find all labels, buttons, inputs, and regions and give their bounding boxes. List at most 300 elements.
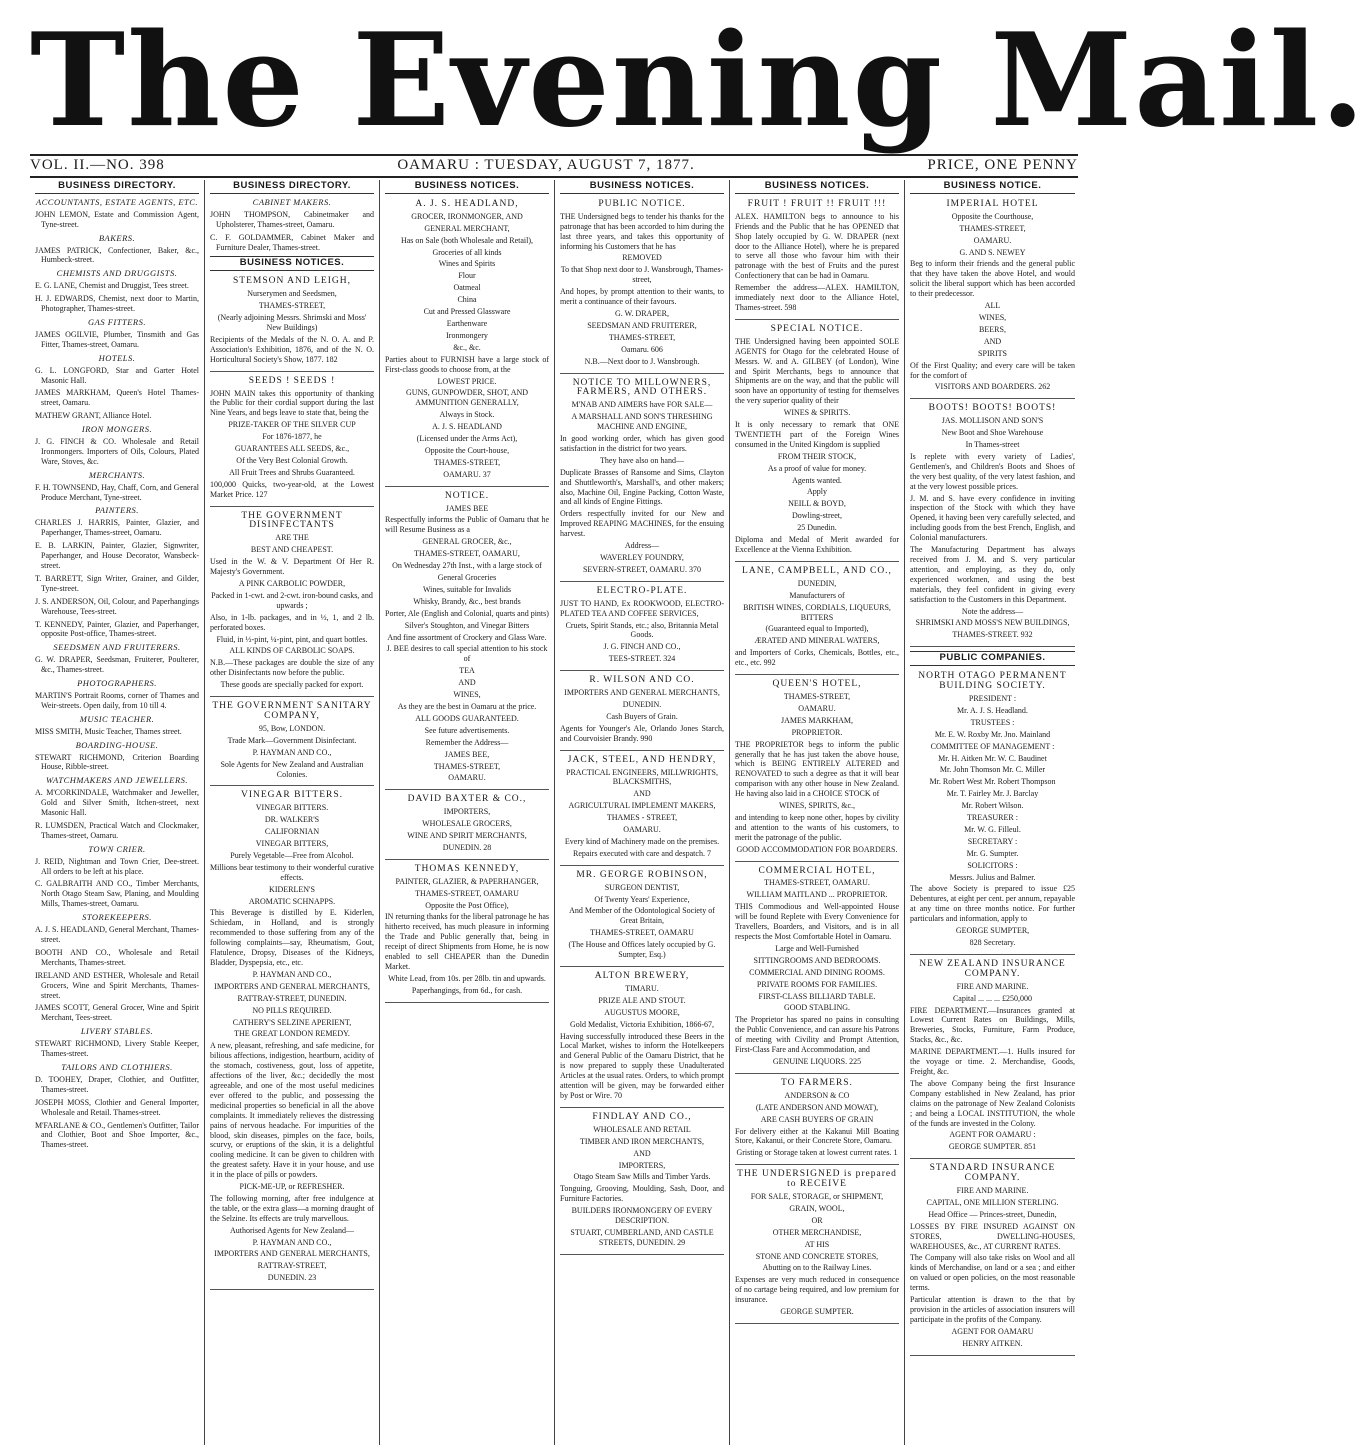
advertisement-line: and intending to keep none other, hopes by civility and attention to the wants of his customers, to merit the patronage of the public.: [735, 812, 899, 842]
advertisement-line: THAMES-STREET,: [959, 223, 1026, 233]
advertisement-line: STUART, CUMBERLAND, AND CASTLE STREETS, DUNEDIN. 29: [570, 1227, 714, 1247]
advertisement-line: FOR SALE, STORAGE, or SHIPMENT,: [750, 1192, 884, 1202]
advertisement-line: JAS. MOLLISON AND SON'S: [941, 416, 1044, 426]
advertisement-line: ARE CASH BUYERS OF GRAIN: [760, 1114, 874, 1124]
advertisement: [735, 197, 899, 320]
advertisement-line: GOOD ACCOMMODATION FOR BOARDERS.: [736, 844, 898, 854]
advertisement-title: FINDLAY AND CO.,: [592, 1111, 692, 1122]
advertisement-line: DUNEDIN. 28: [442, 842, 492, 852]
advertisement-title: STANDARD INSURANCE COMPANY.: [929, 1163, 1056, 1184]
advertisement-line: Agents wanted.: [792, 475, 842, 485]
advertisement-line: BEERS,: [979, 324, 1006, 334]
advertisement-line: Nurserymen and Seedsmen,: [247, 289, 337, 299]
advertisement-line: REMOVED: [622, 253, 662, 263]
directory-section-heading: WATCHMAKERS AND JEWELLERS.: [45, 775, 189, 786]
directory-entry: JOSEPH MOSS, Clothier and General Importer, Wholesale and Retail. Thames-street.: [35, 1097, 199, 1117]
advertisement: [735, 564, 899, 675]
advertisement-line: Capital ... ... ... £250,000: [952, 993, 1033, 1003]
advertisement-line: AGENT FOR OAMARU: [951, 1326, 1034, 1336]
advertisement-title: NORTH OTAGO PERMANENT BUILDING SOCIETY.: [918, 671, 1067, 692]
advertisement: [210, 509, 374, 698]
advertisement-line: WHOLESALE AND RETAIL: [593, 1124, 691, 1134]
advertisement-line: AROMATIC SCHNAPPS.: [248, 896, 336, 906]
advertisement-line: GEORGE SUMPTER.: [780, 1307, 854, 1317]
advertisement: [560, 584, 724, 671]
advertisement-line: Is replete with every variety of Ladies', Gentlemen's, and Children's Boots and Shoes of the very best quality, of the very latest fashion, and at the very lowest possible prices.: [910, 451, 1075, 491]
advertisement-line: It is only necessary to remark that ONE TWENTIETH part of the Foreign Wines consumed in the United Kingdom is supplied: [735, 420, 899, 449]
advertisement-line: Cruets, Spirit Stands, etc.; also, Britannia Metal Goods.: [565, 620, 719, 640]
advertisement-line: Parties about to FURNISH have a large stock of First-class goods to choose from, at the: [385, 354, 549, 374]
directory-entry: JAMES SCOTT, General Grocer, Wine and Spirit Merchant, Tees-street.: [35, 1003, 199, 1023]
advertisement-line: CATHERY'S SELZINE APERIENT,: [232, 1017, 352, 1027]
advertisement-title: THE GOVERNMENT SANITARY COMPANY,: [212, 701, 372, 721]
columns: [30, 180, 1080, 1445]
directory-section-heading: IRON MONGERS.: [81, 424, 153, 435]
advertisement-line: FIRE AND MARINE.: [956, 1186, 1029, 1196]
advertisement-line: THAMES-STREET. 932: [952, 630, 1033, 640]
advertisement: [560, 1110, 724, 1255]
advertisement-line: Opposite the Post Office),: [425, 900, 509, 910]
advertisement-line: GROCER, IRONMONGER, AND: [411, 211, 523, 221]
advertisement-line: JUST TO HAND, Ex ROOKWOOD, ELECTRO-PLATED TEA AND COFFEE SERVICES,: [560, 598, 724, 618]
advertisement-line: Of Twenty Years' Experience,: [594, 894, 690, 904]
price: PRICE, ONE PENNY: [927, 156, 1078, 173]
advertisement-line: Opposite the Court-house,: [424, 445, 510, 455]
advertisement: [560, 673, 724, 750]
directory-entry: H. J. EDWARDS, Chemist, next door to Martin, Photographer, Thames-street.: [35, 294, 199, 314]
advertisement-line: COMMITTEE OF MANAGEMENT :: [930, 741, 1055, 751]
advertisement-line: Every kind of Machinery made on the premises.: [564, 836, 720, 846]
directory-entry: J. G. FINCH & CO. Wholesale and Retail Ironmongers. Importers of Oils, Colours, Plated Ware, Stoves, &c.: [35, 437, 199, 466]
advertisement-line: Agents for Younger's Ale, Orlando Jones Starch, and Courvoisier Brandy. 990: [560, 723, 724, 743]
advertisement-line: Groceries of all kinds: [432, 247, 502, 257]
advertisement-title: ALTON BREWERY,: [594, 971, 690, 981]
masthead-title: The Evening Mail.: [30, 6, 1367, 156]
advertisement-title: NOTICE TO MILLOWNERS, FARMERS, AND OTHERS.: [572, 377, 712, 398]
advertisement-line: (LATE ANDERSON AND MOWAT),: [755, 1102, 879, 1112]
advertisement-title: IMPERIAL HOTEL: [946, 198, 1039, 209]
advertisement-line: MARINE DEPARTMENT.—1. Hulls insured for the voyage or time. 2. Merchandise, Goods, Freight, &c.: [910, 1047, 1075, 1076]
directory-entry: MARTIN'S Portrait Rooms, corner of Thames and Weir-streets. Open daily, from 10 till 4.: [35, 690, 199, 710]
advertisement-line: IMPORTERS AND GENERAL MERCHANTS,: [564, 688, 720, 698]
advertisement-title: VINEGAR BITTERS.: [240, 790, 344, 801]
advertisement: [560, 868, 724, 967]
column-heading: BUSINESS NOTICES.: [560, 180, 724, 194]
advertisement-line: N.B.—Next door to J. Wansbrough.: [584, 356, 700, 366]
advertisement-line: Messrs. Julius and Balmer.: [949, 872, 1036, 882]
advertisement-line: (The House and Offices lately occupied by G. Sumpter, Esq.): [568, 940, 716, 960]
advertisement: [560, 969, 724, 1108]
advertisement-line: Trade Mark—Government Disinfectant.: [227, 735, 357, 745]
advertisement-line: PRIVATE ROOMS FOR FAMILIES.: [756, 979, 878, 989]
advertisement-line: (Guaranteed equal to Imported),: [765, 624, 869, 634]
advertisement-line: AND: [458, 678, 476, 688]
advertisement-line: SHRIMSKI AND MOSS'S NEW BUILDINGS,: [915, 618, 1070, 628]
directory-entry: BOOTH AND CO., Wholesale and Retail Merchants, Thames-street.: [35, 947, 199, 967]
advertisement-line: Porter, Ale (English and Colonial, quarts and pints): [385, 608, 549, 618]
directory-section-heading: STOREKEEPERS.: [82, 912, 152, 923]
advertisement-line: AND: [983, 336, 1002, 346]
advertisement-line: OAMARU.: [448, 773, 486, 783]
advertisement-line: PRACTICAL ENGINEERS, MILLWRIGHTS, BLACKSMITHS,: [566, 767, 718, 787]
advertisement-line: OR: [811, 1215, 823, 1225]
advertisement-line: THE Undersigned begs to tender his thanks for the patronage that has been accorded to him during the last three years, and takes this opportunity of informing his Customers that he has: [560, 211, 724, 251]
directory-section-heading: BAKERS.: [98, 232, 136, 243]
advertisement-title: A. J. S. HEADLAND,: [415, 198, 519, 209]
advertisement-line: FIRST-CLASS BILLIARD TABLE.: [758, 991, 876, 1001]
advertisement-line: SITTINGROOMS AND BEDROOMS.: [753, 955, 881, 965]
directory-entry: MATHEW GRANT, Alliance Hotel.: [35, 411, 152, 421]
advertisement-title: SPECIAL NOTICE.: [770, 323, 864, 334]
directory-entry: G. W. DRAPER, Seedsman, Fruiterer, Poulterer, &c., Thames-street.: [35, 655, 199, 675]
directory-entry: JOHN THOMPSON, Cabinetmaker and Upholsterer, Thames-street, Oamaru.: [210, 209, 374, 229]
advertisement-line: SEVERN-STREET, OAMARU. 370: [582, 564, 702, 574]
advertisement-line: Millions bear testimony to their wonderful curative effects.: [210, 862, 374, 882]
advertisement-line: PAINTER, GLAZIER, & PAPERHANGER,: [395, 876, 539, 886]
directory-section-heading: PAINTERS.: [95, 505, 139, 516]
advertisement-line: GUARANTEES ALL SEEDS, &c.,: [234, 444, 350, 454]
advertisement: [910, 957, 1075, 1159]
directory-entry: CHARLES J. HARRIS, Painter, Glazier, and Paperhanger, Thames-street, Oamaru.: [35, 518, 199, 538]
advertisement-title: DAVID BAXTER & CO.,: [407, 794, 527, 805]
advertisement-line: IMPORTERS AND GENERAL MERCHANTS,: [214, 981, 370, 991]
column-heading: BUSINESS NOTICE.: [910, 180, 1075, 194]
directory-entry: JAMES MARKHAM, Queen's Hotel Thames-street, Oamaru.: [35, 388, 199, 408]
advertisement-line: ALL KINDS OF CARBOLIC SOAPS.: [229, 646, 355, 656]
advertisement: [385, 862, 549, 1003]
advertisement-line: VINEGAR BITTERS,: [255, 839, 329, 849]
advertisement-line: Authorised Agents for New Zealand—: [230, 1225, 354, 1235]
advertisement-line: GENERAL MERCHANT,: [424, 223, 510, 233]
advertisement-line: Mr. T. Fairley Mr. J. Barclay: [946, 789, 1039, 799]
bottom-rule: [30, 176, 1078, 178]
advertisement: [210, 374, 374, 507]
advertisement-title: LANE, CAMPBELL, AND CO.,: [742, 565, 892, 576]
advertisement-line: In Thames-street: [965, 440, 1020, 450]
advertisement-line: 100,000 Quicks, two-year-old, at the Lowest Market Price. 127: [210, 479, 374, 499]
advertisement-line: FIRE AND MARINE.: [956, 981, 1029, 991]
column-1: [30, 180, 205, 1445]
advertisement-title: NEW ZEALAND INSURANCE COMPANY.: [919, 958, 1066, 979]
directory-section-heading: SEEDSMEN AND FRUITERERS.: [53, 642, 181, 653]
advertisement-title: MR. GEORGE ROBINSON,: [576, 869, 708, 880]
advertisement-line: GOOD STABLING.: [783, 1003, 851, 1013]
column-heading: BUSINESS NOTICES.: [735, 180, 899, 194]
advertisement-line: JAMES BEE: [445, 503, 489, 513]
advertisement-line: THAMES - STREET,: [606, 813, 678, 823]
advertisement-line: PROPRIETOR.: [791, 727, 843, 737]
directory-entry: A. J. S. HEADLAND, General Merchant, Thames-street.: [35, 925, 199, 944]
advertisement-line: DUNEDIN. 23: [267, 1273, 317, 1283]
advertisement-line: Respectfully informs the Public of Oamaru that he will Resume Business as a: [385, 515, 549, 535]
advertisement-line: AND: [633, 1148, 651, 1158]
directory-entry: M'FARLANE & CO., Gentlemen's Outfitter, Tailor and Clothier, Boot and Shoe Importer, &c., Thames-street.: [35, 1120, 199, 1150]
directory-entry: C. F. GOLDAMMER, Cabinet Maker and Furniture Dealer, Thames-street.: [210, 232, 374, 252]
advertisement-line: 828 Secretary.: [969, 938, 1016, 947]
advertisement: [910, 669, 1075, 955]
advertisement-line: Otago Steam Saw Mills and Timber Yards.: [573, 1172, 711, 1182]
advertisement-line: Mr. G. Sumpter.: [966, 848, 1019, 858]
advertisement-line: Purely Vegetable—Free from Alcohol.: [230, 850, 354, 860]
advertisement-line: The above Society is prepared to issue £25 Debentures, at eight per cent. per annum, repayable at any time on three months notice. For further particulars and information, apply to: [910, 884, 1075, 924]
advertisement-line: IMPORTERS,: [618, 1160, 666, 1170]
advertisement-line: TREASURER :: [967, 813, 1018, 823]
advertisement-title: JACK, STEEL, AND HENDRY,: [567, 754, 717, 765]
advertisement-line: ARE THE: [275, 533, 309, 543]
directory-entry: J. S. ANDERSON, Oil, Colour, and Paperhangings Warehouse, Tees-street.: [35, 596, 199, 616]
advertisement-line: G. AND S. NEWEY: [959, 247, 1026, 257]
advertisement-line: THAMES-STREET, OAMARU: [415, 888, 519, 898]
directory-section-heading: PHOTOGRAPHERS.: [77, 678, 157, 689]
directory-entry: JAMES OGILVIE, Plumber, Tinsmith and Gas Fitter, Thames-street, Oamaru.: [35, 329, 199, 349]
advertisement-title: PUBLIC NOTICE.: [598, 198, 686, 209]
advertisement-line: ANDERSON & CO: [784, 1090, 850, 1100]
advertisement-line: VINEGAR BITTERS.: [255, 803, 329, 813]
advertisement-line: Mr. A. J. S. Headland.: [957, 705, 1028, 715]
advertisement-line: Oamaru. 606: [621, 344, 663, 354]
advertisement-line: See future advertisements.: [424, 725, 510, 735]
advertisement-line: Address—: [624, 541, 660, 551]
advertisement-line: Remember the Address—: [425, 737, 509, 747]
advertisement-line: Having successfully introduced these Beers in the Local Market, wishes to inform the Hotelkeepers and General Public of the Oamaru District, that he is now prepared to supply these Unadulterated Articles at the usual rates. Orders, to which prompt attention will be given, may be forwarded either by Post or Wire. 70: [560, 1031, 724, 1100]
volume-number: VOL. II.—NO. 398: [30, 156, 165, 173]
advertisement-line: Duplicate Brasses of Ransome and Sims, Clayton and Shuttleworth's, Marshall's, and other makers; also, Machine Oil, Engine Packing, Cotton Waste, and all kinds of Engine Fittings.: [560, 467, 724, 507]
directory-entry: D. TOOHEY, Draper, Clothier, and Outfitter, Thames-street.: [35, 1074, 199, 1094]
advertisement-line: China: [457, 295, 477, 305]
column-heading: BUSINESS DIRECTORY.: [210, 180, 374, 194]
advertisement-line: SEEDSMAN AND FRUITERER,: [587, 320, 697, 330]
advertisement-line: WHOLESALE GROCERS,: [422, 819, 512, 829]
advertisement-line: Manufacturers of: [789, 590, 845, 600]
advertisement-line: RATTRAY-STREET,: [257, 1261, 327, 1271]
advertisement-line: THAMES-STREET, OAMARU,: [414, 549, 520, 559]
advertisement-title: COMMERCIAL HOTEL,: [758, 865, 876, 876]
advertisement-line: These goods are specially packed for export.: [220, 680, 364, 690]
advertisement-line: Silver's Stoughton, and Vinegar Bitters: [404, 620, 530, 630]
advertisement-line: New Boot and Shoe Warehouse: [941, 428, 1044, 438]
advertisement-line: PRIZE-TAKER OF THE SILVER CUP: [228, 420, 356, 430]
advertisement-line: J. M. and S. have every confidence in inviting inspection of the Stock with which they have Opened, it having been very carefully selected, and including goods from the best French, English, and Colonial manufacturers.: [910, 493, 1075, 543]
advertisement-line: WINES & SPIRITS.: [783, 408, 851, 418]
advertisement: [385, 792, 549, 860]
issue-date: OAMARU : TUESDAY, AUGUST 7, 1877.: [397, 156, 695, 173]
advertisement: [735, 1076, 899, 1165]
advertisement-line: THAMES-STREET, OAMARU: [590, 928, 694, 938]
advertisement-line: PICK-ME-UP, or REFRESHER.: [239, 1182, 345, 1192]
advertisement-line: AT HIS: [804, 1239, 830, 1249]
advertisement-line: Large and Well-Furnished: [775, 943, 859, 953]
advertisement-line: GENUINE LIQUORS. 225: [772, 1056, 862, 1066]
advertisement-line: As they are the best in Oamaru at the price.: [397, 701, 537, 711]
directory-entry: T. BARRETT, Sign Writer, Grainer, and Gilder, Tyne-street.: [35, 573, 199, 593]
column-5: [730, 180, 905, 1445]
advertisement-line: 95, Bow, LONDON.: [258, 723, 326, 733]
column-3: [380, 180, 555, 1445]
advertisement-line: AUGUSTUS MOORE,: [604, 1007, 680, 1017]
directory-section-heading: CABINET MAKERS.: [252, 196, 332, 207]
advertisement-line: As a proof of value for money.: [767, 463, 867, 473]
advertisement-line: JAMES BEE,: [444, 749, 490, 759]
advertisement-line: A MARSHALL AND SON'S THRESHING MACHINE AND ENGINE,: [571, 412, 713, 432]
directory-entry: JOHN LEMON, Estate and Commission Agent, Tyne-street.: [35, 209, 199, 229]
advertisement-line: FROM THEIR STOCK,: [777, 451, 857, 461]
advertisement-line: Mr. Robert Wilson.: [961, 801, 1024, 811]
advertisement-line: J. BEE desires to call special attention to his stock of: [386, 644, 548, 664]
directory-entry: G. L. LONGFORD, Star and Garter Hotel Masonic Hall.: [35, 365, 199, 385]
advertisement-line: GUNS, GUNPOWDER, SHOT, AND AMMUNITION GENERALLY,: [405, 388, 529, 408]
advertisement-line: Apply: [807, 487, 827, 497]
advertisement-line: IMPORTERS AND GENERAL MERCHANTS,: [214, 1249, 370, 1259]
column-2: [205, 180, 380, 1445]
advertisement-line: Mr. John Thomson Mr. C. Miller: [939, 765, 1046, 775]
advertisement-line: LOWEST PRICE.: [437, 376, 497, 386]
advertisement-line: IMPORTERS,: [443, 807, 491, 817]
advertisement-line: COMMERCIAL AND DINING ROOMS.: [749, 967, 885, 977]
advertisement-line: Used in the W. & V. Department Of Her R. Majesty's Government.: [210, 557, 374, 577]
advertisement-line: And hopes, by prompt attention to their wants, to merit a continuance of their favours.: [560, 287, 724, 307]
advertisement-line: SECRETARY :: [967, 836, 1018, 846]
advertisement-line: PRESIDENT :: [968, 693, 1017, 703]
advertisement-line: Mr. E. W. Roxby Mr. Jno. Mainland: [934, 729, 1051, 739]
directory-section-heading: TOWN CRIER.: [88, 843, 146, 854]
advertisement-line: And Member of the Odontological Society of Great Britain,: [569, 906, 715, 926]
advertisement: [735, 864, 899, 1074]
advertisement-line: AND: [633, 789, 651, 799]
advertisement-line: WAVERLEY FOUNDRY,: [600, 553, 684, 562]
directory-entry: C. GALBRAITH AND CO., Timber Merchants, North Otago Steam Saw, Planing, and Moulding Mills, Thames-street, Oamaru.: [35, 879, 199, 909]
advertisement-line: P. HAYMAN AND CO.,: [252, 969, 332, 979]
advertisement: [560, 753, 724, 866]
advertisement-line: OAMARU.: [973, 235, 1012, 245]
advertisement-line: THE PROPRIETOR begs to inform the public generally that he has just taken the above house, which is BEING ENTIRELY ALTERED and RENOVATED to such a degree as that it will bear comparison with any other house in New Zealand. He having also laid in a CHOICE STOCK of: [735, 739, 899, 799]
advertisement-line: ÆRATED AND MINERAL WATERS,: [754, 636, 880, 646]
advertisement-line: Dowling-street,: [792, 511, 842, 521]
advertisement-line: WINES,: [453, 690, 481, 700]
advertisement-line: THAMES-STREET,: [258, 301, 326, 311]
advertisement-title: NOTICE.: [444, 490, 490, 501]
advertisement-line: For 1876-1877, he: [262, 432, 322, 442]
advertisement-line: Packed in 1-cwt. and 2-cwt. iron-bound casks, and upwards ;: [211, 590, 373, 610]
advertisement-line: (Nearly adjoining Messrs. Shrimski and Moss' New Buildings): [217, 313, 367, 332]
advertisement-line: P. HAYMAN AND CO.,: [252, 1237, 332, 1247]
advertisement-line: WILLIAM MAITLAND ... PROPRIETOR.: [746, 890, 888, 900]
advertisement-line: This Beverage is distilled by E. Kiderlen, Schiedam, in Holland, and is strongly recommended to those suffering from any of the following complaints—say, Rheumatism, Gout, Flatulence, Dropsy, Diseases of the Kidneys, Bladder, Dyspepsia, etc., etc.: [210, 908, 374, 967]
advertisement-line: Of the First Quality; and every care will be taken for the comfort of: [910, 360, 1075, 380]
advertisement-line: To that Shop next door to J. Wansbrough, Thames-street,: [560, 265, 724, 285]
directory-section-heading: BOARDING-HOUSE.: [75, 739, 159, 750]
advertisement-line: THE Undersigned having been appointed SOLE AGENTS for Otago for the celebrated House of Messrs. W. and A. GILBEY (of London), Wine and Spirit Merchants, begs to announce that Shipments are on the way, and that the public will soon have an opportunity of testing for themselves the very superior quality of their: [735, 336, 899, 406]
advertisement-line: WINES,: [978, 312, 1007, 322]
advertisement-line: Remember the address—ALEX. HAMILTON, immediately next door to the Alliance Hotel, Thames-street. 598: [735, 283, 899, 312]
advertisement-line: and Importers of Corks, Chemicals, Bottles, etc., etc., etc. 992: [735, 648, 899, 668]
advertisement: [910, 197, 1075, 399]
advertisement-line: Oatmeal: [453, 283, 481, 293]
directory-section-heading: CHEMISTS AND DRUGGISTS.: [56, 268, 178, 279]
directory-entry: J. REID, Nightman and Town Crier, Dee-street. All orders to be left at his place.: [35, 856, 199, 876]
advertisement-line: ALL GOODS GUARANTEED.: [415, 713, 519, 723]
advertisement-line: SPIRITS: [978, 348, 1007, 358]
advertisement-line: Paperhangings, from 6d., for cash.: [411, 985, 523, 995]
directory-section-heading: HOTELS.: [98, 352, 136, 363]
advertisement-line: CALIFORNIAN: [264, 827, 320, 837]
advertisement-line: Particular attention is drawn to the that by provision in the articles of association insurers will participate in the profits of the Company.: [910, 1295, 1075, 1324]
directory-entry: T. KENNEDY, Painter, Glazier, and Paperhanger, opposite Post-office, Thames-street.: [35, 619, 199, 639]
advertisement-line: Flour: [458, 271, 476, 281]
advertisement-line: STONE AND CONCRETE STORES,: [755, 1251, 879, 1261]
advertisement: [210, 274, 374, 371]
advertisement-title: BOOTS! BOOTS! BOOTS!: [928, 403, 1057, 414]
advertisement-line: TRUSTEES :: [970, 717, 1015, 727]
advertisement-line: IN returning thanks for the liberal patronage he has hitherto received, has much pleasure in informing the Trade and Public generally that, being in receipt of direct Shipments from Home, he is now enabled to sell CHEAPER than the Dunedin Market.: [385, 912, 549, 971]
advertisement-line: GRAIN, WOOL,: [789, 1203, 845, 1213]
directory-entry: E. G. LANE, Chemist and Druggist, Tees street.: [35, 281, 189, 291]
advertisement: [560, 197, 724, 374]
advertisement-line: Cash Buyers of Grain.: [606, 711, 678, 721]
advertisement-line: The above Company being the first Insurance Company established in New Zealand, has prior claims on the patronage of New Zealand Colonists ; and being a LOCAL INSTITUTION, the whole of the funds are invested in the Colony.: [910, 1078, 1075, 1128]
advertisement-line: 25 Dunedin.: [797, 523, 837, 533]
directory-entry: F. H. TOWNSEND, Hay, Chaff, Corn, and General Produce Merchant, Tyne-street.: [35, 482, 199, 502]
advertisement-line: AGENT FOR OAMARU :: [949, 1130, 1036, 1140]
advertisement-line: HENRY AITKEN.: [962, 1338, 1023, 1348]
advertisement-line: The Proprietor has spared no pains in consulting the Public Convenience, and can assure his Patrons of meeting with Civility and Prompt Attention, First-Class Fare and Accommodation, and: [735, 1015, 899, 1055]
directory-section-heading: MUSIC TEACHER.: [79, 713, 155, 724]
advertisement-line: SOLICITORS :: [967, 860, 1018, 870]
directory-entry: R. LUMSDEN, Practical Watch and Clockmaker, Thames-street, Oamaru.: [35, 820, 199, 840]
advertisement-line: KIDERLEN'S: [269, 884, 315, 894]
advertisement-line: DR. WALKER'S: [264, 815, 320, 825]
directory-section-heading: ACCOUNTANTS, ESTATE AGENTS, ETC.: [35, 196, 199, 207]
section-heading: PUBLIC COMPANIES.: [910, 651, 1075, 666]
advertisement-line: OTHER MERCHANDISE,: [772, 1227, 862, 1237]
advertisement-line: TEES-STREET. 324: [608, 654, 676, 664]
advertisement-line: A new, pleasant, refreshing, and safe medicine, for bilious affections, indigestion, heartburn, acidity of the stomach, costiveness, gout, loss of appetite, affections of the liver, &c.; decidedly the most agreeable, and one of the most useful medicines ever offered to the public, and possessing the medicinal properties so beneficial in all the above complaints. It immediately relieves the distressing pains of nervous headache. For impurities of the blood, skin diseases, pimples on the face, boils, scurvy, or eruptions of the skin, it is a delightful cooling medicine. It can be given to children with the greatest safety. Have it in your house, and use it in the place of pills or powders.: [210, 1041, 374, 1180]
advertisement-line: &c., &c.: [453, 342, 481, 352]
directory-section-heading: MERCHANTS.: [88, 469, 146, 480]
advertisement-line: Head Office — Princes-street, Dunedin,: [928, 1209, 1057, 1219]
advertisement-line: BEST AND CHEAPEST.: [250, 545, 334, 555]
advertisement-line: TIMARU.: [625, 983, 659, 993]
advertisement-line: BRITISH WINES, CORDIALS, LIQUEURS, BITTERS: [743, 602, 891, 622]
advertisement-title: R. WILSON AND CO.: [589, 675, 695, 686]
advertisement-line: Of the Very Best Colonial Growth.: [236, 455, 348, 465]
advertisement-line: CAPITAL, ONE MILLION STERLING.: [926, 1197, 1059, 1207]
advertisement-line: Ironmongery: [446, 330, 488, 340]
advertisement-line: OAMARU.: [798, 703, 836, 713]
advertisement-line: Wines, suitable for Invalids: [422, 584, 512, 594]
advertisement-line: AGRICULTURAL IMPLEMENT MAKERS,: [568, 801, 716, 811]
dateline: [30, 156, 1078, 174]
advertisement-line: NEILL & BOYD,: [788, 499, 846, 509]
advertisement-line: Earthenware: [446, 318, 488, 328]
directory-entry: STEWART RICHMOND, Livery Stable Keeper, Thames-street.: [35, 1039, 199, 1059]
advertisement-line: LOSSES BY FIRE INSURED AGAINST ON STORES, DWELLING-HOUSES, WAREHOUSES, &c., AT CURRENT RATES.: [910, 1221, 1075, 1251]
advertisement-line: All Fruit Trees and Shrubs Guaranteed.: [229, 467, 355, 477]
advertisement-line: Tonguing, Grooving, Moulding, Sash, Door, and Furniture Factories.: [560, 1184, 724, 1204]
advertisement-line: Has on Sale (both Wholesale and Retail),: [400, 235, 534, 245]
column-6: [905, 180, 1080, 1445]
advertisement-line: J. G. FINCH AND CO.,: [603, 642, 681, 652]
directory-entry: JAMES PATRICK, Confectioner, Baker, &c., Humbeck-street.: [35, 245, 199, 265]
advertisement-line: Always in Stock.: [439, 410, 495, 420]
advertisement-line: SURGEON DENTIST,: [604, 882, 680, 892]
advertisement-title: FRUIT ! FRUIT !! FRUIT !!!: [747, 198, 887, 209]
directory-entry: STEWART RICHMOND, Criterion Boarding House, Ribble-street.: [35, 752, 199, 772]
advertisement-line: JAMES MARKHAM,: [780, 715, 853, 725]
advertisement-line: PRIZE ALE AND STOUT.: [598, 995, 686, 1005]
advertisement-line: On Wednesday 27th Inst., with a large stock of: [392, 561, 542, 571]
column-4: [555, 180, 730, 1445]
advertisement-title: THE GOVERNMENT DISINFECTANTS: [241, 510, 343, 531]
